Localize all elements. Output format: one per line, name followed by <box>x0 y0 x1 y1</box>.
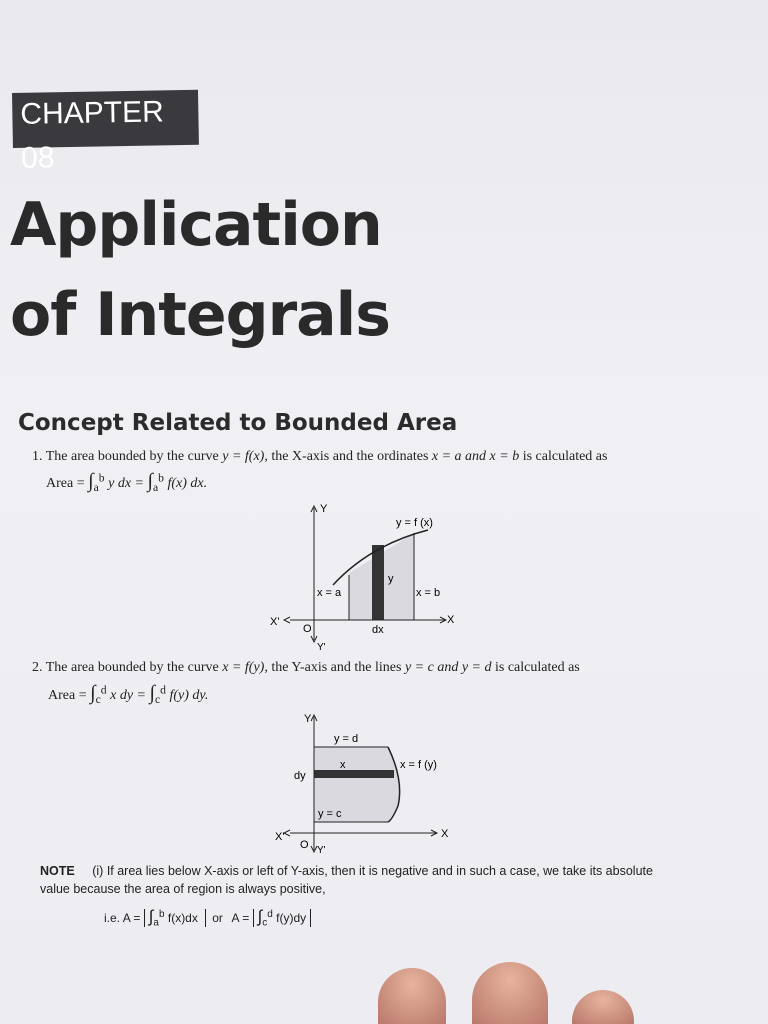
item-2-text-b: , the Y-axis and the lines <box>264 660 402 675</box>
figure-1-strip <box>372 545 384 620</box>
note-or: or <box>212 911 223 925</box>
arrow-left-icon <box>284 830 290 836</box>
figure-2-curve-label: x = f (y) <box>400 759 437 771</box>
note-formula-b-upper: d <box>267 909 273 920</box>
item-2-formula <box>48 682 208 706</box>
note-formula-a-body: f(x)dx <box>167 911 198 925</box>
note-formula-line <box>40 906 680 932</box>
figure-2-strip <box>314 770 394 778</box>
item-1-formula-rhs: f(x) dx. <box>167 476 208 491</box>
item-1-text-b: , the X-axis and the ordinates <box>264 449 429 464</box>
item-2-formula-rhs: f(y) dy. <box>169 688 209 703</box>
figure-1-y-label: Y <box>320 503 328 515</box>
item-1-formula-mid: y dx = <box>108 476 144 491</box>
item-1-eq-ordinates: x = a and x = b <box>431 449 520 464</box>
integral-sign-icon: ∫ <box>148 907 154 926</box>
chapter-title-line2: of Integrals <box>10 280 390 350</box>
figure-1-left-bound-label: x = a <box>317 587 342 599</box>
item-2 <box>32 657 732 679</box>
note-formula-b-body: f(y)dy <box>276 911 307 925</box>
note-label: NOTE <box>40 864 75 878</box>
integral-sign-icon: ∫ <box>149 682 155 704</box>
note-formula-b-lower: c <box>262 917 268 929</box>
item-2-formula-mid: x dy = <box>110 688 146 703</box>
figure-2-x-label: X <box>441 828 449 840</box>
item-2-lower-limit-2: c <box>154 692 161 706</box>
figure-2-top-bound-label: y = d <box>334 733 359 745</box>
figure-2-strip-length-label: x <box>340 759 346 771</box>
integral-sign-icon: ∫ <box>257 907 263 926</box>
item-2-text-c: is calculated as <box>495 660 580 675</box>
item-2-upper-limit-2: d <box>160 683 166 697</box>
figure-1-x-neg-label: X' <box>270 616 280 628</box>
note-formula-a-lower: a <box>153 917 159 929</box>
figure-2-y-neg-label: Y' <box>317 845 326 856</box>
figure-1-strip-height-label: y <box>388 573 394 585</box>
figure-2-strip-width-label: dy <box>294 770 306 782</box>
note-point-number: (i) <box>92 864 104 878</box>
item-2-formula-lhs: Area = <box>48 688 87 703</box>
arrow-left-icon <box>284 617 290 623</box>
note-text: If area lies below X-axis or left of Y-axis, then it is negative and in such a case, we take its absolute value because the area of region is always positive, <box>40 864 653 896</box>
figure-2-bottom-bound-label: y = c <box>318 808 342 820</box>
figure-2-x-neg-label: X' <box>275 831 285 843</box>
item-1-text-c: is calculated as <box>522 449 608 464</box>
item-1-eq-curve: y = f(x) <box>222 449 265 464</box>
item-1-number: 1. <box>32 449 43 464</box>
note-formula-b <box>253 909 312 927</box>
figure-2-origin-label: O <box>300 839 309 851</box>
note-formula-a <box>144 909 206 927</box>
item-1-upper-limit: b <box>98 471 105 485</box>
note-ie: i.e. <box>104 911 121 925</box>
note-point-1 <box>40 862 680 898</box>
item-2-text-a: The area bounded by the curve <box>45 660 219 675</box>
integral-sign-icon: ∫ <box>90 682 96 704</box>
item-2-lower-limit: c <box>95 692 101 706</box>
figure-1-curve-label: y = f (x) <box>396 517 433 529</box>
integral-sign-icon: ∫ <box>147 470 153 492</box>
item-2-upper-limit: d <box>100 683 107 697</box>
figure-1-x-label: X <box>447 614 455 626</box>
figure-1-y-neg-label: Y' <box>317 642 326 653</box>
integral-sign-icon: ∫ <box>88 470 94 492</box>
figure-1-right-bound-label: x = b <box>416 587 441 599</box>
chapter-title-line1: Application <box>10 190 382 260</box>
item-1-lower-limit-2: a <box>152 480 159 494</box>
figure-2-y-label: Y <box>304 713 312 725</box>
note-block <box>40 862 680 932</box>
chapter-badge-label: CHAPTER 08 <box>20 95 164 175</box>
item-2-eq-lines: y = c and y = d <box>404 660 492 675</box>
figure-1-origin-label: O <box>303 623 312 635</box>
section-title: Concept Related to Bounded Area <box>18 410 458 436</box>
note-formula-b-lhs: A = <box>231 911 250 925</box>
item-1-lower-limit: a <box>93 480 99 494</box>
item-1-text-a: The area bounded by the curve <box>45 449 219 464</box>
item-1-formula-lhs: Area = <box>46 476 85 491</box>
item-1-upper-limit-2: b <box>158 471 164 485</box>
item-2-eq-curve: x = f(y) <box>222 660 265 675</box>
note-formula-a-upper: b <box>158 909 165 920</box>
item-2-number: 2. <box>32 660 43 675</box>
figure-1-strip-width-label: dx <box>372 624 384 636</box>
note-formula-a-lhs: A = <box>122 911 141 925</box>
